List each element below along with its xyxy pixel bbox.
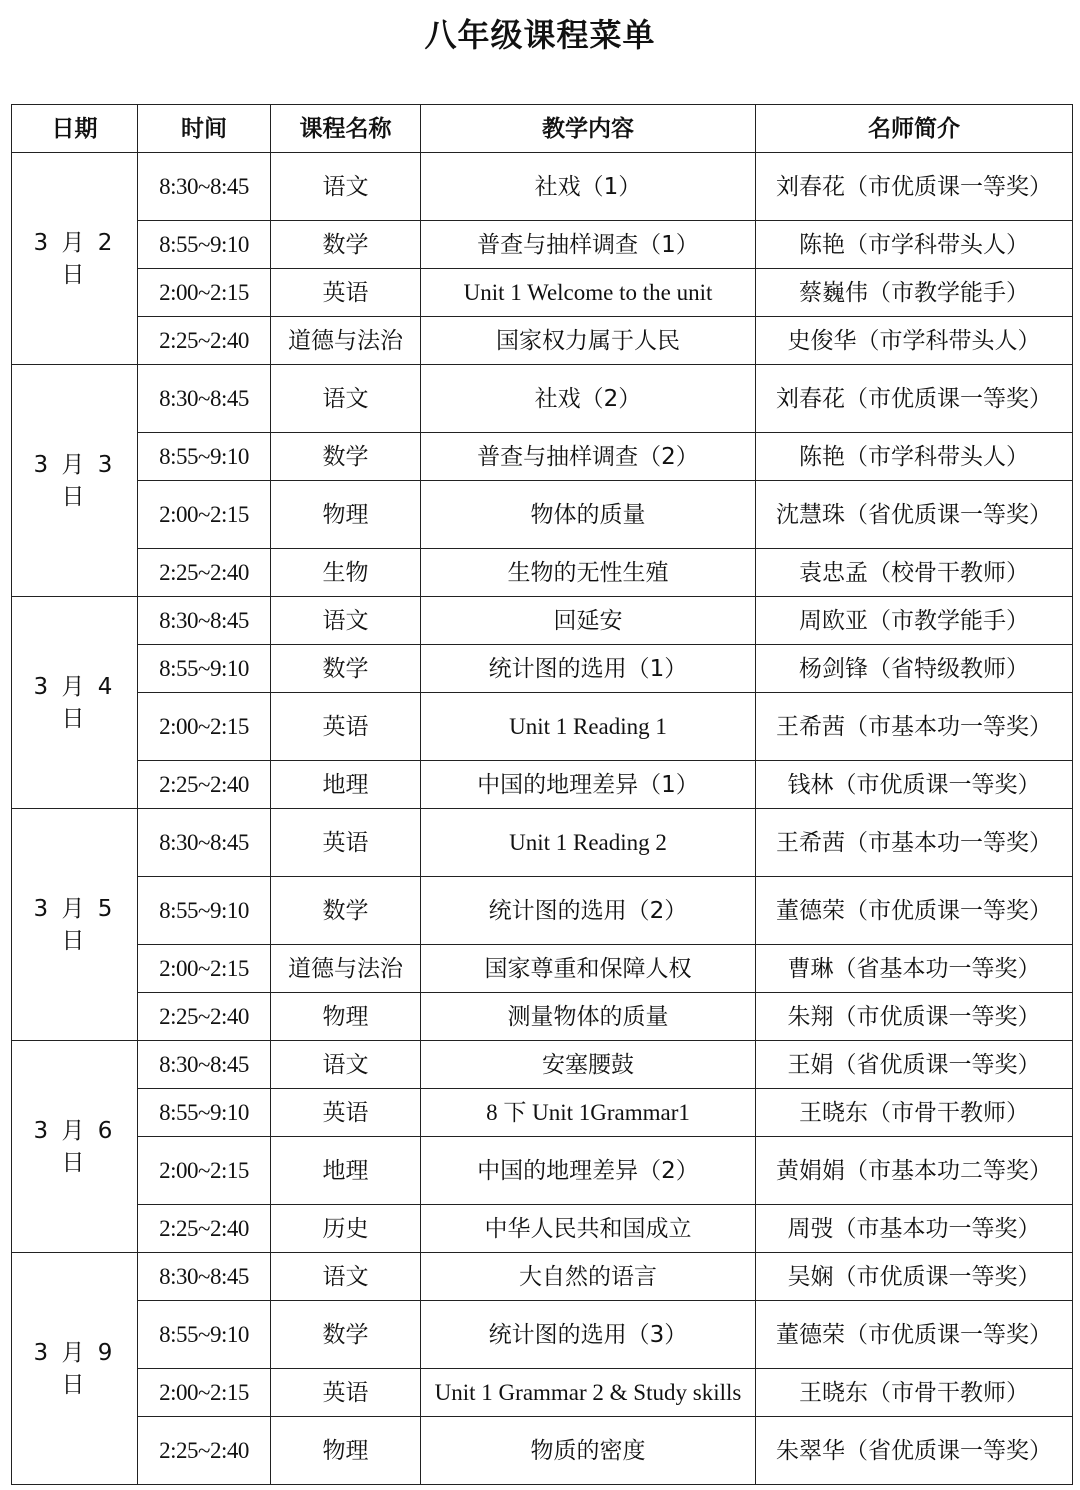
table-row: [12, 993, 1073, 1041]
time-cell: 8:30~8:45: [138, 809, 271, 877]
teacher-cell: 袁忠孟（校骨干教师）: [756, 549, 1073, 597]
header-row: [12, 105, 1073, 153]
content-cell: Unit 1 Welcome to the unit: [421, 269, 756, 317]
table-row: [12, 1137, 1073, 1205]
time-cell: 2:00~2:15: [138, 945, 271, 993]
teacher-cell: 王希茜（市基本功一等奖）: [756, 809, 1073, 877]
table-row: [12, 1253, 1073, 1301]
teacher-cell: 史俊华（市学科带头人）: [756, 317, 1073, 365]
teacher-cell: 蔡巍伟（市教学能手）: [756, 269, 1073, 317]
teacher-cell: 陈艳（市学科带头人）: [756, 221, 1073, 269]
table-row: [12, 809, 1073, 877]
time-cell: 2:25~2:40: [138, 1205, 271, 1253]
table-row: [12, 877, 1073, 945]
table-row: [12, 1301, 1073, 1369]
header-content: 教学内容: [421, 105, 756, 153]
content-cell: 大自然的语言: [421, 1253, 756, 1301]
content-cell: Unit 1 Reading 1: [421, 693, 756, 761]
table-row: [12, 1417, 1073, 1485]
content-cell: 社戏（1）: [421, 153, 756, 221]
table-row: [12, 365, 1073, 433]
content-cell: 8 下 Unit 1Grammar1: [421, 1089, 756, 1137]
course-schedule-table: [11, 104, 1073, 1485]
table-row: [12, 945, 1073, 993]
content-cell: 中国的地理差异（1）: [421, 761, 756, 809]
header-time: 时间: [138, 105, 271, 153]
teacher-cell: 曹琳（省基本功一等奖）: [756, 945, 1073, 993]
content-cell: 普查与抽样调查（2）: [421, 433, 756, 481]
table-row: [12, 1089, 1073, 1137]
teacher-cell: 钱林（市优质课一等奖）: [756, 761, 1073, 809]
content-cell: 普查与抽样调查（1）: [421, 221, 756, 269]
teacher-cell: 杨剑锋（省特级教师）: [756, 645, 1073, 693]
teacher-cell: 朱翠华（省优质课一等奖）: [756, 1417, 1073, 1485]
header-course: 课程名称: [271, 105, 421, 153]
table-row: [12, 549, 1073, 597]
header-date: 日期: [12, 105, 138, 153]
course-cell: 地理: [271, 1137, 421, 1205]
table-row: [12, 1041, 1073, 1089]
time-cell: 2:00~2:15: [138, 1137, 271, 1205]
course-cell: 英语: [271, 1089, 421, 1137]
teacher-cell: 王希茜（市基本功一等奖）: [756, 693, 1073, 761]
course-cell: 英语: [271, 1369, 421, 1417]
content-cell: 测量物体的质量: [421, 993, 756, 1041]
teacher-cell: 朱翔（市优质课一等奖）: [756, 993, 1073, 1041]
content-cell: 统计图的选用（3）: [421, 1301, 756, 1369]
teacher-cell: 沈慧珠（省优质课一等奖）: [756, 481, 1073, 549]
date-cell: 3 月 2 日: [12, 153, 138, 365]
content-cell: 物质的密度: [421, 1417, 756, 1485]
content-cell: Unit 1 Reading 2: [421, 809, 756, 877]
teacher-cell: 董德荣（市优质课一等奖）: [756, 1301, 1073, 1369]
course-cell: 语文: [271, 1253, 421, 1301]
table-row: [12, 693, 1073, 761]
time-cell: 8:55~9:10: [138, 221, 271, 269]
table-row: [12, 221, 1073, 269]
time-cell: 8:55~9:10: [138, 1089, 271, 1137]
teacher-cell: 陈艳（市学科带头人）: [756, 433, 1073, 481]
time-cell: 2:25~2:40: [138, 317, 271, 365]
time-cell: 8:30~8:45: [138, 1041, 271, 1089]
content-cell: 中华人民共和国成立: [421, 1205, 756, 1253]
course-cell: 数学: [271, 433, 421, 481]
time-cell: 8:30~8:45: [138, 153, 271, 221]
table-row: [12, 153, 1073, 221]
course-cell: 语文: [271, 153, 421, 221]
course-cell: 生物: [271, 549, 421, 597]
course-cell: 道德与法治: [271, 317, 421, 365]
table-row: [12, 761, 1073, 809]
time-cell: 8:55~9:10: [138, 433, 271, 481]
content-cell: 统计图的选用（1）: [421, 645, 756, 693]
teacher-cell: 刘春花（市优质课一等奖）: [756, 153, 1073, 221]
course-cell: 语文: [271, 1041, 421, 1089]
table-row: [12, 597, 1073, 645]
course-cell: 物理: [271, 481, 421, 549]
course-cell: 历史: [271, 1205, 421, 1253]
table-row: [12, 317, 1073, 365]
time-cell: 2:00~2:15: [138, 693, 271, 761]
course-cell: 道德与法治: [271, 945, 421, 993]
time-cell: 8:55~9:10: [138, 645, 271, 693]
table-row: [12, 269, 1073, 317]
table-row: [12, 1205, 1073, 1253]
time-cell: 8:30~8:45: [138, 1253, 271, 1301]
content-cell: 物体的质量: [421, 481, 756, 549]
content-cell: 统计图的选用（2）: [421, 877, 756, 945]
course-cell: 英语: [271, 693, 421, 761]
date-cell: 3 月 3 日: [12, 365, 138, 597]
teacher-cell: 王娟（省优质课一等奖）: [756, 1041, 1073, 1089]
table-row: [12, 1369, 1073, 1417]
teacher-cell: 刘春花（市优质课一等奖）: [756, 365, 1073, 433]
content-cell: 中国的地理差异（2）: [421, 1137, 756, 1205]
teacher-cell: 董德荣（市优质课一等奖）: [756, 877, 1073, 945]
time-cell: 2:25~2:40: [138, 549, 271, 597]
course-cell: 数学: [271, 645, 421, 693]
table-row: [12, 645, 1073, 693]
time-cell: 2:25~2:40: [138, 1417, 271, 1485]
course-cell: 地理: [271, 761, 421, 809]
teacher-cell: 吴娴（市优质课一等奖）: [756, 1253, 1073, 1301]
header-teacher: 名师简介: [756, 105, 1073, 153]
date-cell: 3 月 9 日: [12, 1253, 138, 1485]
course-cell: 语文: [271, 597, 421, 645]
table-row: [12, 481, 1073, 549]
teacher-cell: 王晓东（市骨干教师）: [756, 1089, 1073, 1137]
course-cell: 数学: [271, 221, 421, 269]
teacher-cell: 王晓东（市骨干教师）: [756, 1369, 1073, 1417]
time-cell: 2:00~2:15: [138, 481, 271, 549]
time-cell: 2:00~2:15: [138, 269, 271, 317]
course-cell: 英语: [271, 809, 421, 877]
course-cell: 英语: [271, 269, 421, 317]
content-cell: 社戏（2）: [421, 365, 756, 433]
content-cell: 安塞腰鼓: [421, 1041, 756, 1089]
date-cell: 3 月 4 日: [12, 597, 138, 809]
time-cell: 2:25~2:40: [138, 993, 271, 1041]
content-cell: 国家尊重和保障人权: [421, 945, 756, 993]
time-cell: 8:30~8:45: [138, 597, 271, 645]
course-cell: 语文: [271, 365, 421, 433]
content-cell: 回延安: [421, 597, 756, 645]
course-cell: 物理: [271, 993, 421, 1041]
teacher-cell: 周弢（市基本功一等奖）: [756, 1205, 1073, 1253]
content-cell: 生物的无性生殖: [421, 549, 756, 597]
content-cell: Unit 1 Grammar 2 & Study skills: [421, 1369, 756, 1417]
time-cell: 2:00~2:15: [138, 1369, 271, 1417]
teacher-cell: 周欧亚（市教学能手）: [756, 597, 1073, 645]
teacher-cell: 黄娟娟（市基本功二等奖）: [756, 1137, 1073, 1205]
date-cell: 3 月 5 日: [12, 809, 138, 1041]
course-cell: 数学: [271, 877, 421, 945]
content-cell: 国家权力属于人民: [421, 317, 756, 365]
time-cell: 2:25~2:40: [138, 761, 271, 809]
table-row: [12, 433, 1073, 481]
course-cell: 物理: [271, 1417, 421, 1485]
time-cell: 8:55~9:10: [138, 1301, 271, 1369]
course-cell: 数学: [271, 1301, 421, 1369]
time-cell: 8:55~9:10: [138, 877, 271, 945]
date-cell: 3 月 6 日: [12, 1041, 138, 1253]
time-cell: 8:30~8:45: [138, 365, 271, 433]
page-title: 八年级课程菜单: [424, 16, 656, 54]
